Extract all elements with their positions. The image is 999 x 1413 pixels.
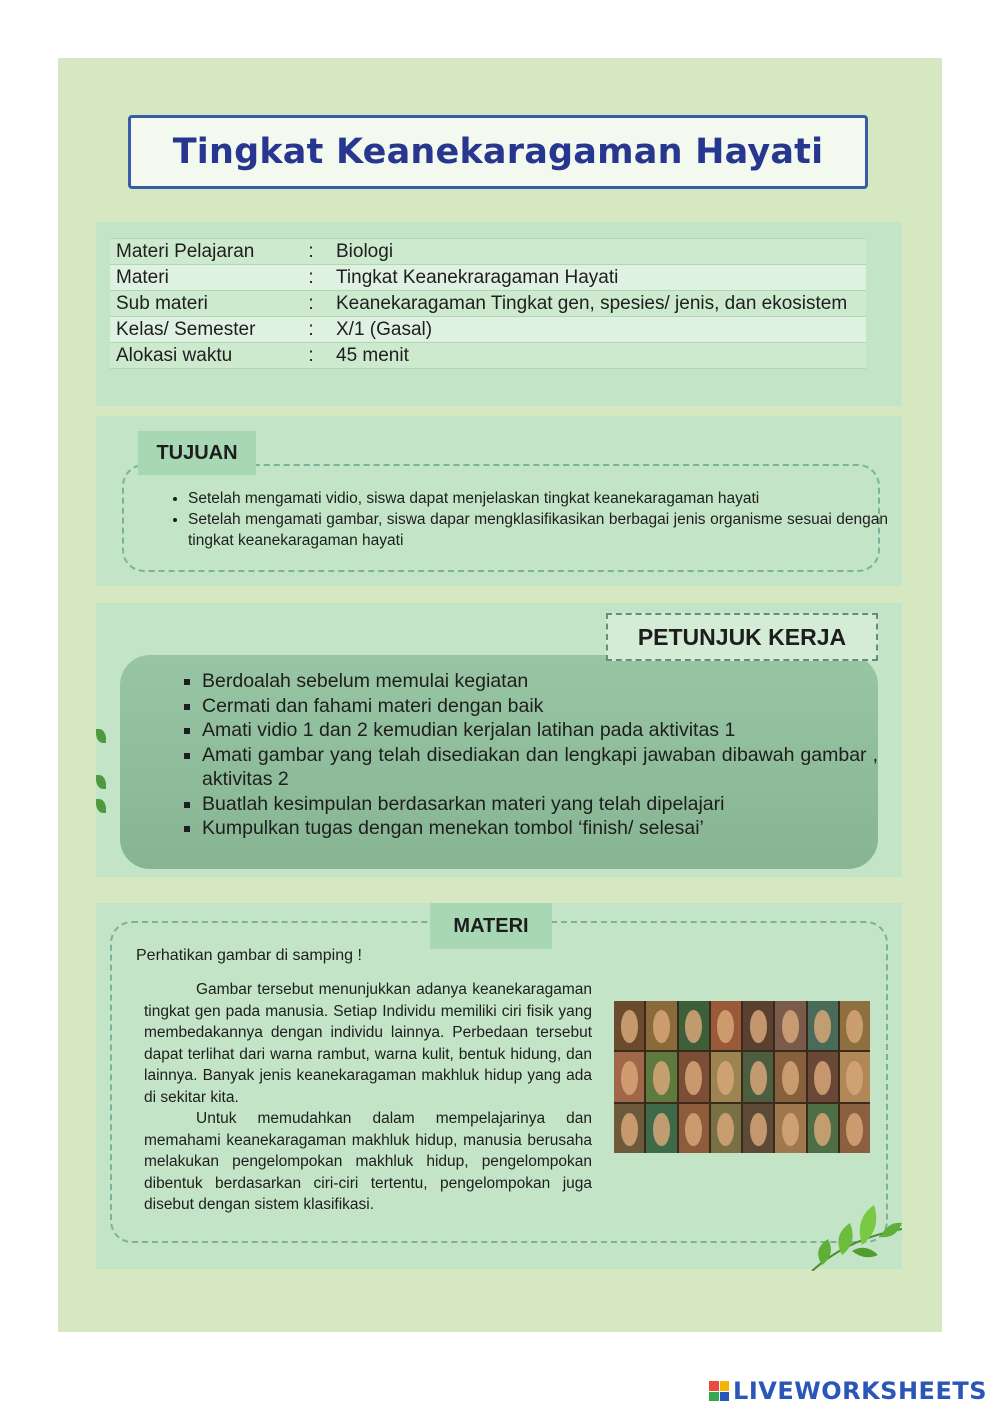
info-key: Materi Pelajaran: [110, 239, 292, 265]
petunjuk-heading: PETUNJUK KERJA: [606, 613, 878, 661]
liveworksheets-watermark: [709, 1377, 987, 1405]
tujuan-list: [166, 488, 888, 551]
collage-tile: [614, 1052, 644, 1101]
materi-paragraph: Gambar tersebut menunjukkan adanya keanekaragaman tingkat gen pada manusia. Setiap Individu memiliki ciri fisik yang membedakannya dengan individu lainnya. Perbedaan tersebut dapat terlihat dari warna rambut, warna kulit, bentuk hidung, dan lainnya. Banyak jenis keanekaragaman makhluk hidup yang ada di sekitar kita.: [144, 981, 592, 1106]
list-item: ▪ Buatlah kesimpulan berdasarkan materi yang telah dipelajari: [202, 792, 878, 817]
title-banner: [128, 115, 868, 189]
petunjuk-panel: [96, 603, 902, 877]
lesson-info-table: [110, 238, 866, 369]
collage-tile: [808, 1104, 838, 1153]
collage-tile: [646, 1052, 676, 1101]
leaf-icon: [96, 775, 106, 789]
collage-tile: [711, 1052, 741, 1101]
collage-tile: [711, 1104, 741, 1153]
collage-tile: [840, 1001, 870, 1050]
info-separator: :: [292, 239, 330, 265]
collage-tile: [646, 1104, 676, 1153]
collage-tile: [679, 1052, 709, 1101]
materi-body: [144, 979, 592, 1216]
info-key: Sub materi: [110, 291, 292, 317]
materi-intro: Perhatikan gambar di samping !: [136, 947, 362, 964]
materi-paragraph: Untuk memudahkan dalam mempelajarinya dan memahami keanekaragaman makhluk hidup, manusia berusaha melakukan pengelompokan makhluk hidup, pengelompokan dibentuk berdasarkan ciri-ciri tertentu, pengelompokan juga disebut dengan sistem klasifikasi.: [144, 1110, 592, 1213]
collage-tile: [808, 1001, 838, 1050]
info-value: Biologi: [330, 239, 866, 265]
collage-tile: [743, 1001, 773, 1050]
info-row: [110, 291, 866, 317]
info-value: X/1 (Gasal): [330, 317, 866, 343]
collage-tile: [840, 1104, 870, 1153]
collage-tile: [679, 1001, 709, 1050]
leaf-icon: [96, 729, 106, 743]
collage-tile: [646, 1001, 676, 1050]
petunjuk-list: [180, 669, 878, 841]
info-value: 45 menit: [330, 343, 866, 369]
materi-heading: MATERI: [430, 903, 552, 949]
collage-tile: [775, 1052, 805, 1101]
info-row: [110, 317, 866, 343]
collage-tile: [743, 1104, 773, 1153]
info-separator: :: [292, 343, 330, 369]
leaf-icon: [96, 799, 106, 813]
collage-tile: [743, 1052, 773, 1101]
info-key: Materi: [110, 265, 292, 291]
list-item: ▪ Berdoalah sebelum memulai kegiatan: [202, 669, 878, 694]
watermark-text: LIVEWORKSHEETS: [733, 1377, 987, 1405]
list-item: • Setelah mengamati vidio, siswa dapat menjelaskan tingkat keanekaragaman hayati: [188, 488, 888, 509]
info-key: Kelas/ Semester: [110, 317, 292, 343]
info-row: [110, 239, 866, 265]
list-item: • Setelah mengamati gambar, siswa dapar mengklasifikasikan berbagai jenis organisme sesuai dengan tingkat keanekaragaman hayati: [188, 509, 888, 551]
liveworksheets-logo-icon: [709, 1381, 729, 1401]
collage-tile: [808, 1052, 838, 1101]
materi-panel: [96, 903, 902, 1269]
info-row: [110, 343, 866, 369]
collage-tile: [840, 1052, 870, 1101]
info-separator: :: [292, 265, 330, 291]
info-key: Alokasi waktu: [110, 343, 292, 369]
collage-tile: [614, 1001, 644, 1050]
collage-tile: [711, 1001, 741, 1050]
info-value: Tingkat Keanekraragaman Hayati: [330, 265, 866, 291]
collage-tile: [775, 1001, 805, 1050]
lesson-info-panel: [96, 222, 902, 406]
info-row: [110, 265, 866, 291]
collage-tile: [775, 1104, 805, 1153]
info-value: Keanekaragaman Tingkat gen, spesies/ jenis, dan ekosistem: [330, 291, 866, 317]
faces-collage-image: [614, 1001, 870, 1153]
list-item: ▪ Amati gambar yang telah disediakan dan lengkapi jawaban dibawah gambar , aktivitas 2: [202, 743, 878, 792]
info-separator: :: [292, 317, 330, 343]
collage-tile: [679, 1104, 709, 1153]
list-item: ▪ Cermati dan fahami materi dengan baik: [202, 694, 878, 719]
list-item: ▪ Amati vidio 1 dan 2 kemudian kerjalan latihan pada aktivitas 1: [202, 718, 878, 743]
list-item: ▪ Kumpulkan tugas dengan menekan tombol ‘finish/ selesai’: [202, 816, 878, 841]
tujuan-heading: TUJUAN: [138, 431, 256, 475]
leaves-decoration-icon: [792, 1199, 902, 1271]
tujuan-panel: [96, 416, 902, 586]
collage-tile: [614, 1104, 644, 1153]
page-title: Tingkat Keanekaragaman Hayati: [172, 132, 824, 172]
info-separator: :: [292, 291, 330, 317]
